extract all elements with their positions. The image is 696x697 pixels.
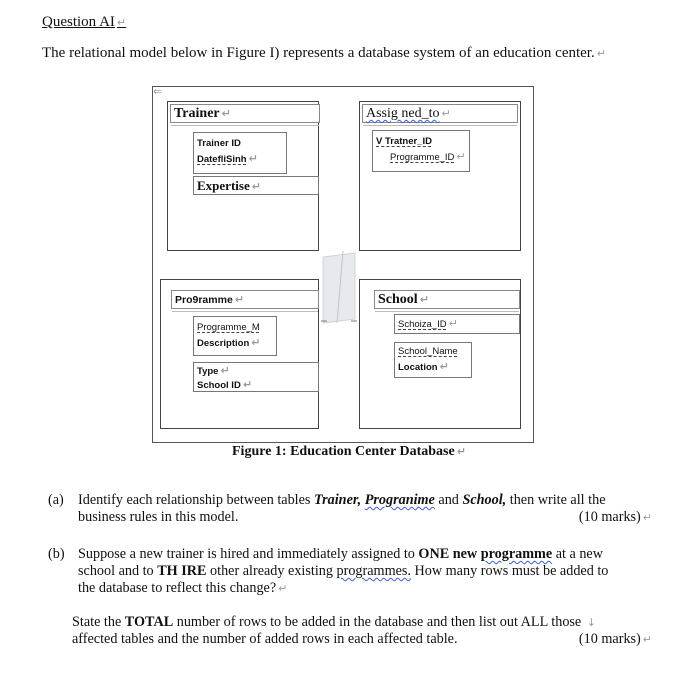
field-programme-id: Programme_M bbox=[197, 322, 260, 333]
figure-1-diagram bbox=[152, 86, 534, 443]
field-school-name: School_Name bbox=[398, 346, 458, 357]
question-b-followup: State the TOTAL number of rows to be added in the database and then list out ALL those ↓ affected tables and the number of added rows in each affected table. (10 marks) ↵ bbox=[72, 614, 652, 647]
question-a-marks: (10 marks) ↵ bbox=[578, 509, 652, 525]
question-b-text: Suppose a new trainer is hired and immediately assigned to ONE new programme at a new school and to TH IRE other already existing programmes. How many rows must be added to the database to reflect this change? ↵ bbox=[78, 546, 609, 596]
field-description: Description ↵ bbox=[197, 336, 261, 349]
assigned-to-table bbox=[359, 101, 521, 251]
field-expertise: Expertise ↵ bbox=[193, 176, 319, 195]
assigned-to-fields bbox=[372, 130, 470, 172]
question-a-text: Identify each relationship between tables Trainer, Progranime and School, then write all the business rules in this model. (10 marks) ↵ bbox=[78, 492, 652, 525]
center-connector-graphic bbox=[315, 247, 365, 327]
field-programme-id-fk: Programme_ID ↵ bbox=[390, 150, 466, 163]
anchor-icon: ⇐ bbox=[153, 85, 163, 98]
question-b-label: (b) bbox=[48, 546, 65, 562]
field-trainer-id: Trainer ID bbox=[197, 138, 241, 149]
school-fields-2 bbox=[394, 342, 472, 378]
question-b-marks: (10 marks) ↵ bbox=[578, 631, 652, 647]
trainer-table bbox=[167, 101, 319, 251]
programme-table bbox=[160, 279, 319, 429]
field-trainer-id-fk: V Tratner_ID bbox=[376, 136, 432, 147]
field-school-id: Schoiza_ID ↵ bbox=[398, 317, 458, 330]
assigned-to-title: Assig ned_to ↵ bbox=[362, 104, 518, 123]
field-date-of-birth: DatefliSinh ↵ bbox=[197, 152, 258, 165]
field-location: Location ↵ bbox=[398, 360, 449, 373]
question-title: Question AI ↵ bbox=[42, 14, 127, 30]
trainer-fields bbox=[193, 132, 287, 174]
field-school-id-fk: School ID ↵ bbox=[197, 378, 253, 391]
intro-text: The relational model below in Figure I) represents a database system of an education center. ↵ bbox=[42, 45, 606, 61]
school-fields-1 bbox=[394, 314, 520, 334]
field-type: Type ↵ bbox=[197, 364, 230, 377]
programme-fields-1 bbox=[193, 316, 277, 356]
trainer-title: Trainer ↵ bbox=[170, 104, 320, 123]
school-title: School ↵ bbox=[374, 290, 520, 309]
question-a-label: (a) bbox=[48, 492, 64, 508]
school-table bbox=[359, 279, 521, 429]
figure-caption: Figure 1: Education Center Database ↵ bbox=[232, 444, 466, 459]
programme-fields-2 bbox=[193, 362, 319, 392]
programme-title: Pro9ramme ↵ bbox=[171, 290, 319, 309]
